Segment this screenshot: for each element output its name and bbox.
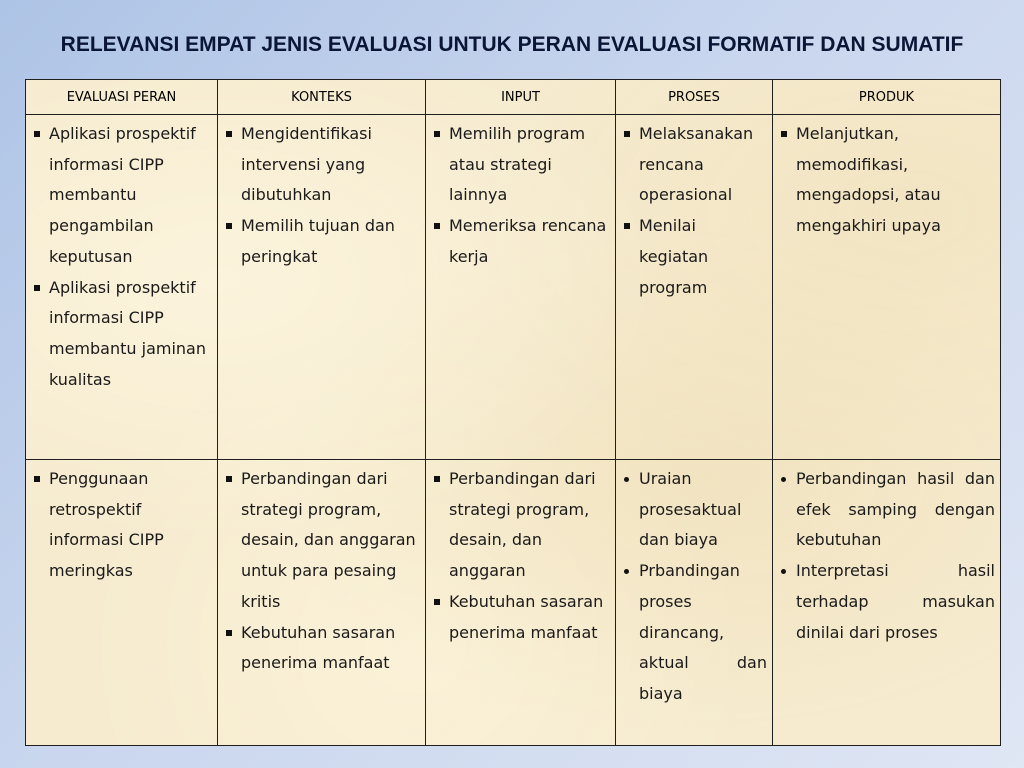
bullet-item: Uraian prosesaktual dan biaya bbox=[622, 464, 767, 556]
bullet-item: Menilai kegiatan program bbox=[622, 211, 767, 303]
bullet-list bbox=[779, 464, 995, 648]
header-input: INPUT bbox=[426, 80, 616, 115]
bullet-list bbox=[432, 119, 610, 273]
cell-produk bbox=[773, 460, 1001, 746]
header-konteks: KONTEKS bbox=[218, 80, 426, 115]
bullet-list bbox=[224, 119, 420, 273]
header-evaluasi-peran: EVALUASI PERAN bbox=[26, 80, 218, 115]
relevance-table bbox=[25, 79, 1001, 746]
bullet-item: Memeriksa rencana kerja bbox=[432, 211, 610, 272]
bullet-list bbox=[622, 119, 767, 303]
header-proses: PROSES bbox=[616, 80, 773, 115]
cell-evaluasi-peran bbox=[26, 460, 218, 746]
bullet-item: Kebutuhan sasaran penerima manfaat bbox=[224, 618, 420, 679]
cell-proses bbox=[616, 460, 773, 746]
bullet-item: Melaksanakan rencana operasional bbox=[622, 119, 767, 211]
bullet-item: Memilih tujuan dan peringkat bbox=[224, 211, 420, 272]
cell-evaluasi-peran bbox=[26, 115, 218, 460]
bullet-item: Interpretasi hasil terhadap masukan dinilai dari proses bbox=[779, 556, 995, 648]
bullet-item: Aplikasi prospektif informasi CIPP membantu pengambilan keputusan bbox=[32, 119, 212, 273]
cell-proses bbox=[616, 115, 773, 460]
table-row-sumatif bbox=[26, 460, 1001, 746]
bullet-item: Melanjutkan, memodifikasi, mengadopsi, atau mengakhiri upaya bbox=[779, 119, 995, 242]
bullet-item: Mengidentifikasi intervensi yang dibutuhkan bbox=[224, 119, 420, 211]
cell-input bbox=[426, 115, 616, 460]
header-row bbox=[26, 80, 1001, 115]
bullet-item: Penggunaan retrospektif informasi CIPP meringkas bbox=[32, 464, 212, 587]
bullet-item: Perbandingan dari strategi program, desain, dan anggaran untuk para pesaing kritis bbox=[224, 464, 420, 618]
bullet-item: Aplikasi prospektif informasi CIPP membantu jaminan kualitas bbox=[32, 273, 212, 396]
bullet-list bbox=[32, 119, 212, 395]
cell-produk bbox=[773, 115, 1001, 460]
bullet-item: Perbandingan hasil dan efek samping dengan kebutuhan bbox=[779, 464, 995, 556]
slide-title: RELEVANSI EMPAT JENIS EVALUASI UNTUK PERAN EVALUASI FORMATIF DAN SUMATIF bbox=[60, 33, 964, 56]
cell-konteks bbox=[218, 115, 426, 460]
bullet-list bbox=[224, 464, 420, 679]
bullet-item: Perbandingan dari strategi program, desain, dan anggaran bbox=[432, 464, 610, 587]
bullet-list bbox=[622, 464, 767, 710]
cell-konteks bbox=[218, 460, 426, 746]
table-row-formatif bbox=[26, 115, 1001, 460]
cell-input bbox=[426, 460, 616, 746]
bullet-list bbox=[32, 464, 212, 587]
bullet-item: Kebutuhan sasaran penerima manfaat bbox=[432, 587, 610, 648]
bullet-item: Prbandingan proses dirancang, aktual dan biaya bbox=[622, 556, 767, 710]
header-produk: PRODUK bbox=[773, 80, 1001, 115]
bullet-list bbox=[779, 119, 995, 242]
bullet-item: Memilih program atau strategi lainnya bbox=[432, 119, 610, 211]
bullet-list bbox=[432, 464, 610, 648]
